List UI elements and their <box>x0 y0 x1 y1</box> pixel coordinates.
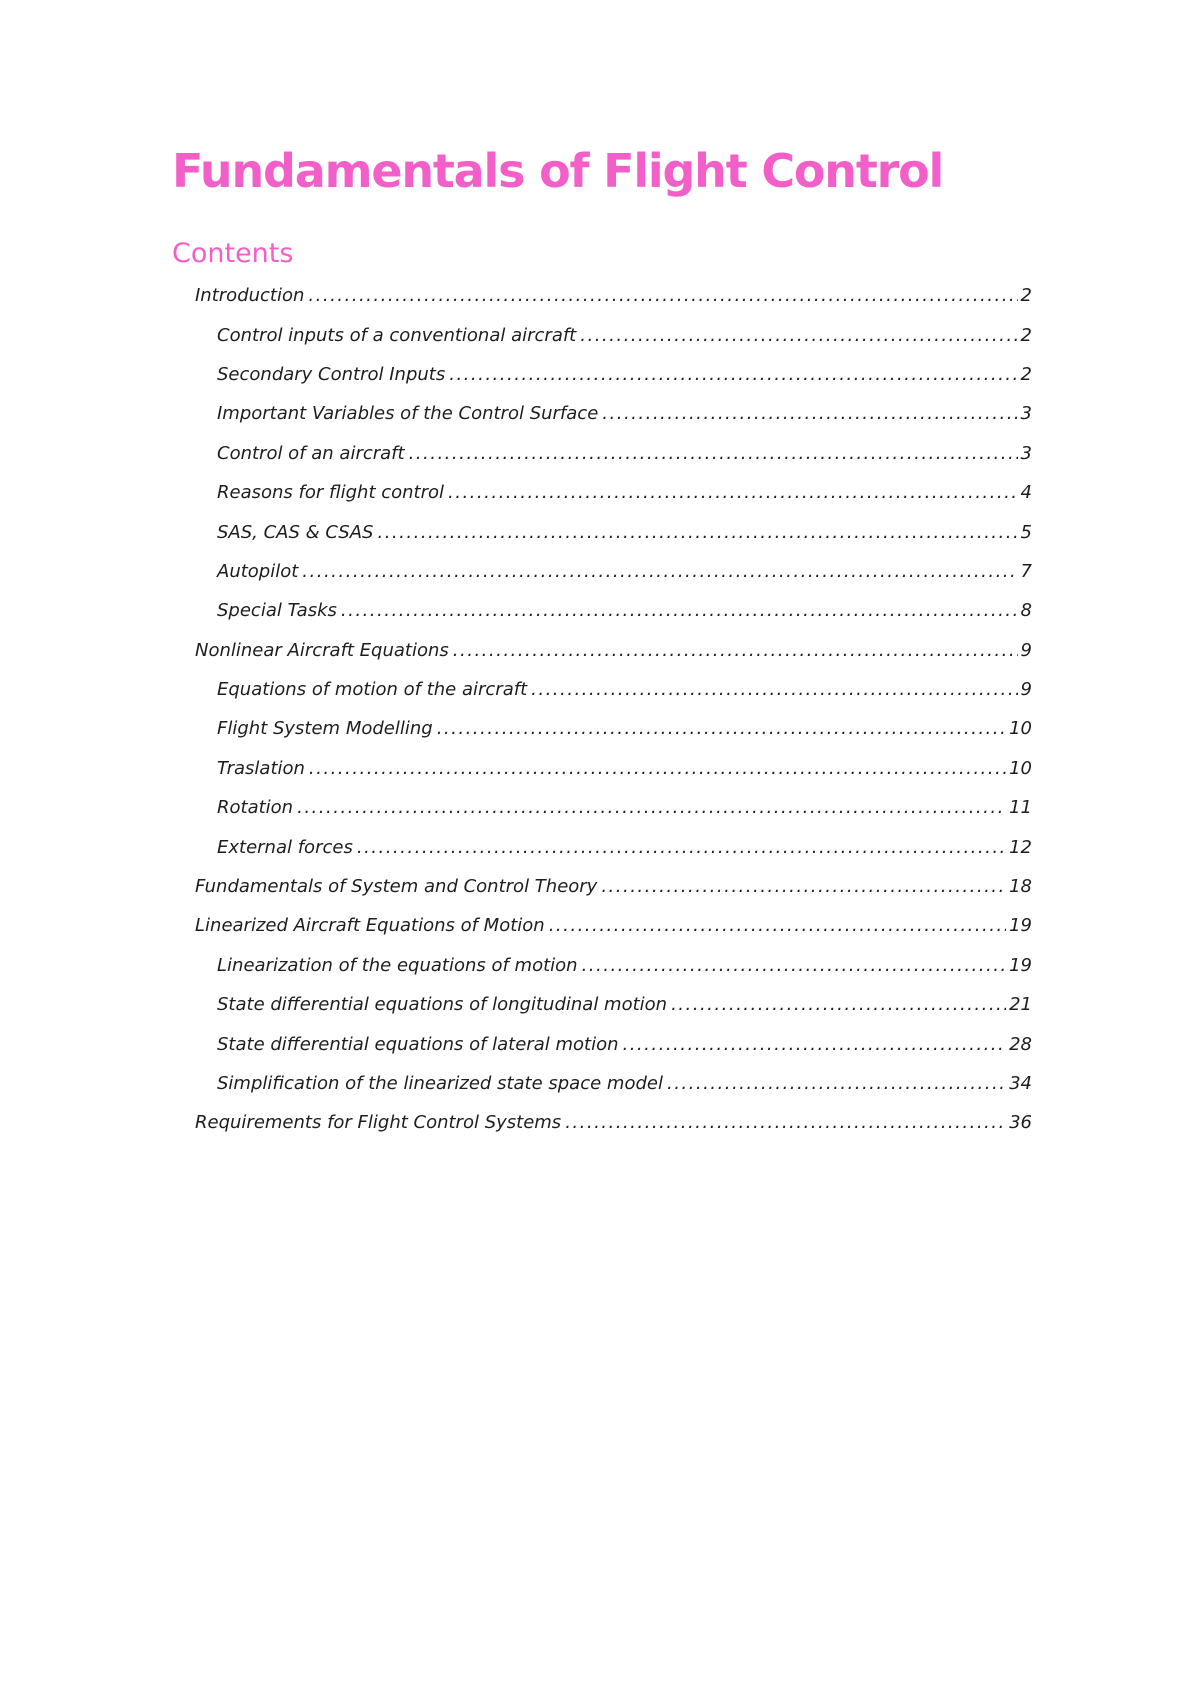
toc-entry[interactable] <box>0 867 1200 906</box>
document-title: Fundamentals of Flight Control <box>172 144 944 198</box>
toc-entry[interactable] <box>0 434 1200 473</box>
toc-entry-title: Fundamentals of System and Control Theory <box>195 876 598 898</box>
toc-entry-title: State differential equations of longitudinal motion <box>217 994 668 1016</box>
toc-page-number: 34 <box>1009 1073 1032 1094</box>
dot-leader <box>409 443 1018 464</box>
dot-leader <box>565 1112 1006 1133</box>
dot-leader <box>622 1034 1006 1055</box>
toc-page-number: 2 <box>1020 324 1032 346</box>
dot-leader <box>531 679 1017 700</box>
toc-entry-title: Requirements for Flight Control Systems <box>195 1112 562 1134</box>
toc-entry[interactable] <box>0 788 1200 827</box>
toc-entry[interactable] <box>0 473 1200 512</box>
toc-entry-title: Linearized Aircraft Equations of Motion <box>195 915 545 937</box>
toc-entry[interactable] <box>0 709 1200 748</box>
dot-leader <box>549 915 1006 936</box>
table-of-contents <box>0 276 1200 1143</box>
dot-leader <box>582 955 1007 976</box>
dot-leader <box>453 640 1018 661</box>
toc-entry-title: Linearization of the equations of motion <box>217 954 578 976</box>
dot-leader <box>297 797 1006 818</box>
toc-entry[interactable] <box>0 985 1200 1024</box>
toc-entry-title: Equations of motion of the aircraft <box>217 679 528 701</box>
toc-entry-title: Flight System Modelling <box>217 718 433 740</box>
dot-leader <box>667 1073 1006 1094</box>
toc-entry[interactable] <box>0 315 1200 354</box>
toc-entry-title: Important Variables of the Control Surface <box>217 403 599 425</box>
toc-page-number: 3 <box>1020 442 1032 464</box>
toc-entry[interactable] <box>0 512 1200 551</box>
toc-page-number: 3 <box>1020 403 1032 425</box>
toc-page-number: 21 <box>1009 994 1032 1016</box>
dot-leader <box>602 403 1017 424</box>
dot-leader <box>671 994 1006 1015</box>
toc-page-number: 10 <box>1009 757 1032 779</box>
toc-entry-title: SAS, CAS & CSAS <box>217 521 374 543</box>
dot-leader <box>601 876 1006 897</box>
toc-entry-title: Special Tasks <box>217 600 337 622</box>
dot-leader <box>357 837 1006 858</box>
toc-entry[interactable] <box>0 1103 1200 1142</box>
toc-entry[interactable] <box>0 394 1200 433</box>
toc-entry-title: Secondary Control Inputs <box>217 363 446 385</box>
toc-entry[interactable] <box>0 552 1200 591</box>
toc-entry-title: External forces <box>217 836 353 858</box>
toc-heading: Contents <box>172 238 294 269</box>
toc-page-number: 10 <box>1009 718 1032 740</box>
dot-leader <box>377 522 1017 543</box>
dot-leader <box>308 285 1017 306</box>
toc-entry-title: State differential equations of lateral motion <box>217 1033 619 1055</box>
toc-entry[interactable] <box>0 355 1200 394</box>
dot-leader <box>302 561 1017 582</box>
toc-entry-title: Traslation <box>217 757 305 779</box>
dot-leader <box>448 482 1018 503</box>
toc-entry[interactable] <box>0 1064 1200 1103</box>
toc-page-number: 5 <box>1020 521 1032 543</box>
dot-leader <box>580 325 1017 346</box>
toc-entry[interactable] <box>0 946 1200 985</box>
dot-leader <box>449 364 1017 385</box>
toc-page-number: 9 <box>1020 679 1032 701</box>
toc-entry[interactable] <box>0 1024 1200 1063</box>
toc-entry[interactable] <box>0 670 1200 709</box>
toc-entry[interactable] <box>0 749 1200 788</box>
toc-page-number: 7 <box>1020 560 1032 582</box>
toc-page-number: 4 <box>1020 482 1032 504</box>
toc-page-number: 2 <box>1020 363 1032 385</box>
toc-entry[interactable] <box>0 276 1200 315</box>
dot-leader <box>341 600 1018 621</box>
toc-page-number: 8 <box>1020 600 1032 622</box>
dot-leader <box>437 718 1006 739</box>
toc-entry-title: Rotation <box>217 797 294 819</box>
toc-entry[interactable] <box>0 827 1200 866</box>
toc-entry-title: Autopilot <box>217 560 299 582</box>
toc-entry[interactable] <box>0 591 1200 630</box>
toc-page-number: 12 <box>1009 836 1032 858</box>
toc-entry-title: Simplification of the linearized state space model <box>217 1073 663 1094</box>
toc-page-number: 19 <box>1009 954 1032 976</box>
toc-page-number: 19 <box>1009 915 1032 937</box>
toc-page-number: 36 <box>1009 1112 1032 1134</box>
toc-page-number: 11 <box>1009 797 1032 819</box>
toc-page-number: 2 <box>1020 285 1032 307</box>
toc-entry-title: Control inputs of a conventional aircraft <box>217 324 577 346</box>
toc-entry-title: Reasons for flight control <box>217 482 445 504</box>
toc-entry-title: Nonlinear Aircraft Equations <box>195 639 449 661</box>
toc-page-number: 28 <box>1009 1033 1032 1055</box>
toc-entry-title: Control of an aircraft <box>217 442 405 464</box>
toc-entry[interactable] <box>0 631 1200 670</box>
dot-leader <box>309 758 1006 779</box>
toc-entry-title: Introduction <box>195 285 305 307</box>
toc-page-number: 18 <box>1009 876 1032 898</box>
toc-entry[interactable] <box>0 906 1200 945</box>
toc-page-number: 9 <box>1020 639 1032 661</box>
